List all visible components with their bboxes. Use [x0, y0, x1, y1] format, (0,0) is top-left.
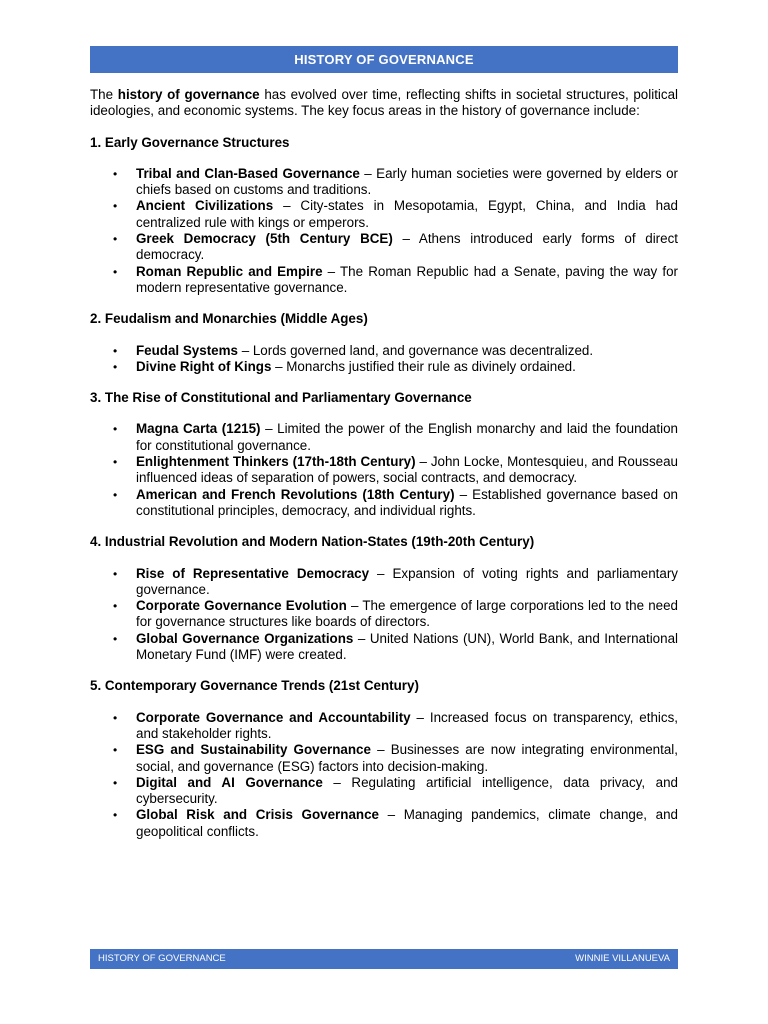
bullet-icon: •: [113, 743, 118, 758]
item-term: Corporate Governance Evolution: [136, 598, 347, 614]
item-desc: – Limited the power of the English monarchy and laid the foundation for constitutional governance.: [136, 421, 679, 453]
bullet-icon: •: [113, 343, 118, 358]
item-term: Digital and AI Governance: [136, 774, 323, 790]
bullet-list: [90, 166, 678, 296]
bullet-icon: •: [113, 264, 118, 279]
item-term: Global Governance Organizations: [136, 630, 354, 646]
footer-title: HISTORY OF GOVERNANCE: [98, 953, 226, 964]
item-desc: – Athens introduced early forms of direct democracy.: [136, 231, 678, 263]
list-item: [90, 487, 678, 520]
item-term: Tribal and Clan-Based Governance: [136, 165, 360, 181]
list-item: [90, 454, 678, 487]
item-desc: – Established governance based on constitutional principles, democracy, and individual rights.: [136, 486, 678, 518]
list-item: [90, 598, 678, 631]
bullet-icon: •: [113, 631, 118, 646]
section-heading: 2. Feudalism and Monarchies (Middle Ages): [90, 311, 368, 327]
item-term: Enlightenment Thinkers (17th-18th Century): [136, 454, 416, 470]
bullet-icon: •: [113, 487, 118, 502]
item-term: Corporate Governance and Accountability: [136, 709, 411, 725]
item-desc: – Regulating artificial intelligence, data privacy, and cybersecurity.: [136, 774, 678, 807]
bullet-icon: •: [113, 166, 118, 181]
list-item: [90, 198, 678, 231]
section-feudalism: [90, 311, 678, 375]
item-term: Rise of Representative Democracy: [136, 565, 370, 581]
item-term: Global Risk and Crisis Governance: [136, 807, 379, 823]
item-desc: – City-states in Mesopotamia, Egypt, China, and India had centralized rule with kings or emperors.: [136, 198, 679, 230]
bullet-icon: •: [113, 199, 118, 214]
bullet-icon: •: [113, 359, 118, 374]
bullet-icon: •: [113, 775, 118, 790]
item-desc: – Increased focus on transparency, ethics, and stakeholder rights.: [136, 709, 678, 741]
list-item: [90, 807, 678, 840]
section-heading: 5. Contemporary Governance Trends (21st Century): [90, 678, 419, 694]
bullet-icon: •: [113, 455, 118, 470]
list-item: [90, 421, 678, 454]
section-heading: 1. Early Governance Structures: [90, 134, 290, 150]
list-item: [90, 264, 678, 297]
list-item: [90, 775, 678, 808]
bullet-list: [90, 710, 678, 840]
page-title: HISTORY OF GOVERNANCE: [90, 46, 678, 73]
item-term: Greek Democracy (5th Century BCE): [136, 231, 393, 247]
section-heading: 3. The Rise of Constitutional and Parliamentary Governance: [90, 390, 472, 406]
list-item: [90, 710, 678, 743]
item-desc: – John Locke, Montesquieu, and Rousseau influenced ideas of separation of powers, social contracts, and democracy.: [136, 454, 679, 486]
bullet-list: [90, 421, 678, 519]
list-item: [90, 566, 678, 599]
item-desc: – United Nations (UN), World Bank, and International Monetary Fund (IMF) were created.: [136, 630, 678, 663]
item-desc: – Managing pandemics, climate change, and geopolitical conflicts.: [136, 807, 678, 839]
bullet-icon: •: [113, 710, 118, 725]
bullet-icon: •: [113, 422, 118, 437]
bullet-icon: •: [113, 232, 118, 247]
item-desc: – Expansion of voting rights and parliamentary governance.: [136, 565, 678, 597]
list-item: [90, 231, 678, 264]
bullet-icon: •: [113, 808, 118, 823]
list-item: [90, 631, 678, 664]
intro-bold: history of governance: [117, 87, 260, 102]
item-desc: – The emergence of large corporations led to the need for governance structures like boards of directors.: [136, 598, 678, 630]
item-desc: – Monarchs justified their rule as divinely ordained.: [271, 358, 576, 374]
item-term: ESG and Sustainability Governance: [136, 742, 371, 758]
document-page: [90, 46, 678, 840]
bullet-icon: •: [113, 566, 118, 581]
intro-post: has evolved over time, reflecting shifts in societal structures, political ideologies, and economic systems. The key focus areas in the history of governance include:: [90, 87, 679, 119]
bullet-list: [90, 343, 678, 376]
intro-paragraph: [90, 87, 678, 120]
intro-pre: The: [90, 87, 118, 102]
list-item: [90, 166, 678, 199]
list-item: [90, 343, 678, 359]
bullet-list: [90, 566, 678, 664]
bullet-icon: •: [113, 599, 118, 614]
item-term: Divine Right of Kings: [136, 358, 272, 374]
item-term: Magna Carta (1215): [136, 421, 261, 437]
item-term: Feudal Systems: [136, 342, 238, 358]
item-term: American and French Revolutions (18th Century): [136, 486, 455, 502]
list-item: [90, 359, 678, 375]
list-item: [90, 742, 678, 775]
section-early-governance: [90, 135, 678, 297]
item-desc: – Lords governed land, and governance was decentralized.: [237, 342, 594, 358]
item-desc: – The Roman Republic had a Senate, paving the way for modern representative governance.: [136, 263, 678, 295]
page-footer: [90, 949, 678, 969]
section-industrial: [90, 534, 678, 663]
footer-author: WINNIE VILLANUEVA: [575, 953, 670, 964]
item-desc: – Early human societies were governed by elders or chiefs based on customs and traditions.: [136, 165, 678, 198]
item-desc: – Businesses are now integrating environmental, social, and governance (ESG) factors into decision-making.: [136, 742, 678, 774]
section-heading: 4. Industrial Revolution and Modern Nation-States (19th-20th Century): [90, 534, 535, 550]
section-constitutional: [90, 390, 678, 519]
section-contemporary: [90, 678, 678, 840]
item-term: Roman Republic and Empire: [136, 263, 323, 279]
item-term: Ancient Civilizations: [136, 198, 274, 214]
